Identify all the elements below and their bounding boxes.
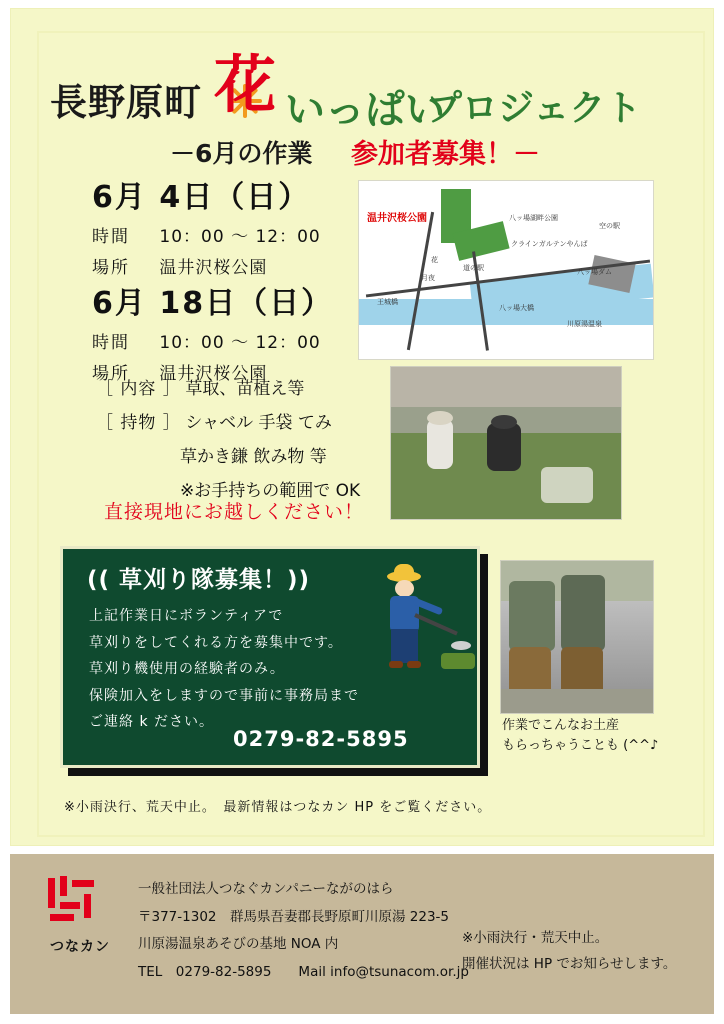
- footer-bar: [10, 854, 714, 1014]
- map-label: 八ッ場湖畔公園: [509, 214, 558, 222]
- photo-person-2: [487, 423, 521, 471]
- photo-boots-leg-2: [561, 575, 605, 651]
- map-label: 月夜: [421, 274, 435, 282]
- title-town: 長野原町: [50, 81, 202, 124]
- subtitle-recruit: 参加者募集！－: [351, 139, 540, 170]
- photo-boots: [500, 560, 654, 714]
- photo-bag: [541, 467, 593, 503]
- map-highlight-label: 温井沢桜公園: [367, 213, 427, 224]
- photo-boots-ground: [501, 689, 653, 713]
- event-time-row: [92, 328, 382, 353]
- page-title: [42, 48, 682, 133]
- event-time-value: 10：00 ～ 12：00: [159, 333, 321, 353]
- title-ippai: いっぱい: [285, 87, 445, 133]
- detail-items-note: ※お手持ちの範囲で OK: [180, 481, 361, 501]
- photo-person-1: [427, 419, 453, 469]
- map-label: 八ッ場大橋: [499, 304, 534, 312]
- event-place-label: 場所: [92, 258, 130, 278]
- subtitle-month: －6月の作業: [170, 139, 313, 168]
- event-place-value: 温井沢桜公園: [159, 364, 268, 384]
- volunteer-box-title: (( 草刈り隊募集！)): [87, 567, 311, 593]
- event-place-value: 温井沢桜公園: [159, 258, 268, 278]
- logo-text: つなカン: [50, 939, 110, 955]
- map-label: 王城橋: [377, 298, 398, 306]
- volunteer-line-3: 草刈り機使用の経験者のみ。: [89, 661, 285, 678]
- location-map: [358, 180, 654, 360]
- page-subtitle: [170, 132, 650, 168]
- volunteer-line-5: ご連絡 k ださい。: [89, 714, 215, 731]
- volunteer-line-1: 上記作業日にボランティアで: [89, 608, 284, 624]
- volunteer-box-lines: [89, 603, 389, 736]
- volunteer-line-2: 草刈りをしてくれる方を募集中です。: [89, 634, 343, 651]
- onsite-notice: 直接現地にお越しください！: [104, 501, 365, 523]
- detail-content-label: ［ 内容 ］: [96, 379, 181, 399]
- map-label: 空の駅: [599, 222, 620, 230]
- event-date: 6月 18日（日）: [92, 286, 334, 321]
- event-block-1: [92, 172, 382, 284]
- details-list: [96, 374, 416, 510]
- volunteer-phone: 0279-82-5895: [233, 727, 409, 751]
- footer-contact: TEL 0279-82-5895 Mail info@tsunacom.or.jp: [138, 964, 469, 981]
- detail-items-value: シャベル 手袋 てみ: [185, 413, 332, 433]
- footer-notes: [462, 926, 676, 977]
- detail-items-row: [96, 408, 416, 433]
- event-time-label: 時間: [92, 227, 130, 247]
- footer-note-1: ※小雨決行・荒天中止。: [462, 930, 609, 946]
- event-time-value: 10：00 ～ 12：00: [159, 227, 321, 247]
- map-label: 道の駅: [463, 264, 484, 272]
- event-date: 6月 4日（日）: [92, 180, 311, 215]
- title-project: プロジェクト: [426, 88, 642, 129]
- detail-items-label: ［ 持物 ］: [96, 413, 181, 433]
- map-label: 川原湯温泉: [567, 320, 602, 328]
- detail-items-value2: 草かき鎌 飲み物 等: [180, 447, 327, 467]
- mower-illustration-icon: [363, 569, 473, 699]
- photo-volunteers-working: [390, 366, 622, 520]
- photo-boots-leg-1: [509, 581, 555, 651]
- event-time-row: [92, 222, 382, 247]
- volunteer-box: [60, 546, 480, 768]
- photo-caption: [502, 716, 658, 755]
- event-place-row: [92, 253, 382, 278]
- logo-marks: [48, 876, 112, 928]
- photo-caption-line2: もらっちゃうことも (^^♪: [502, 737, 659, 753]
- title-hana: 花: [214, 48, 277, 121]
- photo-person-1-hat: [427, 411, 453, 425]
- volunteer-line-4: 保険加入をしますので事前に事務局まで: [89, 687, 359, 704]
- photo-person-2-hat: [491, 415, 517, 429]
- photo-caption-line1: 作業でこんなお土産: [502, 718, 620, 733]
- detail-content-row: [96, 374, 416, 399]
- organization-logo: [48, 876, 122, 960]
- weather-footnote: ※小雨決行、荒天中止。 最新情報はつなカン HP をご覧ください。: [64, 800, 492, 815]
- event-place-label: 場所: [92, 364, 130, 384]
- event-time-label: 時間: [92, 333, 130, 353]
- footer-note-2: 開催状況は HP でお知らせします。: [462, 955, 677, 972]
- detail-content-value: 草取、苗植え等: [185, 379, 305, 399]
- map-label: クラインガルテンやんば: [511, 240, 588, 248]
- map-label: 花: [431, 256, 438, 264]
- map-label: 八ッ場ダム: [577, 268, 612, 276]
- footer-org-name: 一般社団法人つなぐカンパニーながのはら: [138, 881, 394, 897]
- footer-address-2: 川原湯温泉あそびの基地 NOA 内: [138, 936, 339, 953]
- footer-address-1: 〒377-1302 群馬県吾妻郡長野原町川原湯 223-5: [138, 908, 450, 925]
